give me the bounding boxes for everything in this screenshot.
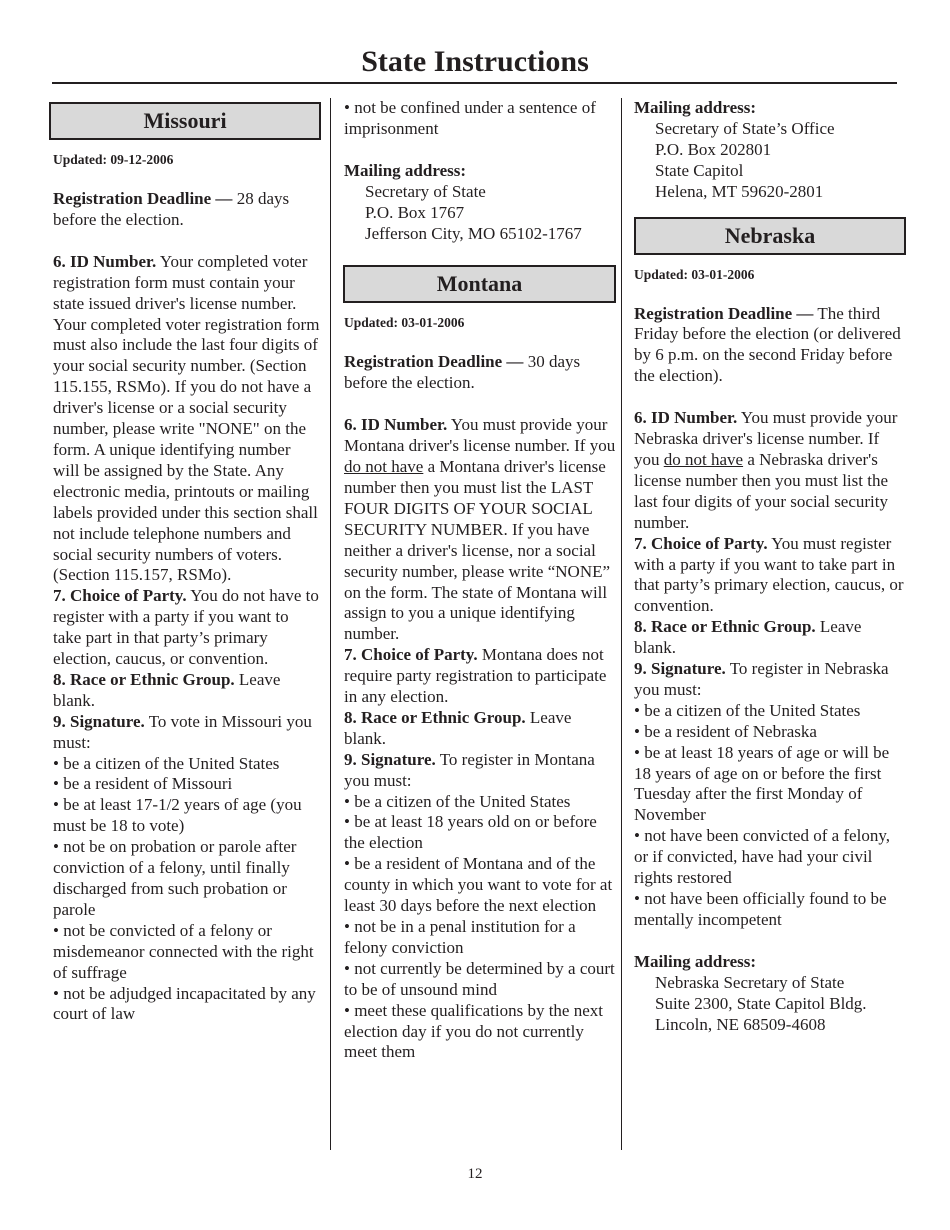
address-line: Lincoln, NE 68509-4608 xyxy=(655,1014,826,1034)
requirement-item: • not currently be determined by a court to be of unsound mind xyxy=(344,958,615,999)
race-label: 8. Race or Ethnic Group. xyxy=(344,707,526,727)
id-text: a Nebraska driver's license number then you must list the last four digits of your social security number. xyxy=(634,449,889,532)
choice-of-party-section xyxy=(53,586,321,670)
address-line: P.O. Box 1767 xyxy=(365,202,465,222)
page-title: State Instructions xyxy=(361,45,589,78)
requirement-item: • be at least 17-1/2 years of age (you must be 18 to vote) xyxy=(53,795,302,836)
id-number-section xyxy=(53,252,321,587)
updated-date: Updated: 03-01-2006 xyxy=(344,315,465,331)
race-section xyxy=(634,617,906,659)
requirement-item: • be at least 18 years of age or will be 18 years of age on or before the first Tuesday after the first Monday of November xyxy=(634,742,890,825)
requirement-item: • meet these qualifications by the next election day if you do not currently meet them xyxy=(344,1000,603,1062)
party-text: Montana does not require party registration to participate in any election. xyxy=(344,645,607,707)
address-line: Jefferson City, MO 65102-1767 xyxy=(365,223,582,243)
signature-text: To register in Montana you must: xyxy=(344,749,595,790)
column-3 xyxy=(634,98,906,1035)
mailing-address xyxy=(634,119,906,203)
signature-section xyxy=(53,712,321,754)
id-underlined-text: do not have xyxy=(663,449,744,469)
id-label: 6. ID Number. xyxy=(53,251,157,271)
requirement-item: • be a citizen of the United States xyxy=(634,700,861,720)
address-line: Suite 2300, State Capitol Bldg. xyxy=(655,993,867,1013)
deadline-text: 30 days before the election. xyxy=(344,352,581,393)
choice-of-party-section xyxy=(344,645,616,708)
address-line: Helena, MT 59620-2801 xyxy=(655,181,824,201)
race-text: Leave blank. xyxy=(344,707,572,748)
id-label: 6. ID Number. xyxy=(344,415,448,435)
deadline-label: Registration Deadline — xyxy=(634,303,814,323)
race-section xyxy=(344,708,616,750)
deadline-label: Registration Deadline — xyxy=(344,352,524,372)
party-label: 7. Choice of Party. xyxy=(53,586,187,606)
address-line: Secretary of State’s Office xyxy=(655,118,835,138)
registration-deadline xyxy=(53,189,321,231)
id-label: 6. ID Number. xyxy=(634,408,738,428)
column-2 xyxy=(344,98,616,1063)
state-header-montana: Montana xyxy=(343,265,616,303)
requirement-item: • not be in a penal institution for a felony conviction xyxy=(344,917,576,957)
signature-label: 9. Signature. xyxy=(344,749,436,769)
requirement-item: • not be convicted of a felony or misdemeanor connected with the right of suffrage xyxy=(53,920,314,982)
party-label: 7. Choice of Party. xyxy=(634,533,768,553)
requirement-item: • be a citizen of the United States xyxy=(53,753,280,773)
signature-section xyxy=(634,659,906,701)
id-underlined-text: do not have xyxy=(344,457,424,477)
party-text: You must register with a party if you want to take part in that party’s primary election, caucus, or convention. xyxy=(634,533,904,616)
party-label: 7. Choice of Party. xyxy=(344,645,478,665)
signature-label: 9. Signature. xyxy=(53,711,145,731)
registration-deadline xyxy=(634,304,906,388)
column-1 xyxy=(49,96,321,1025)
mailing-address-label: Mailing address: xyxy=(634,951,757,971)
party-text: You do not have to register with a party if you want to take part in that party’s primary election, caucus, or convention. xyxy=(53,586,319,669)
deadline-text: The third Friday before the election (or delivered by 6 p.m. on the second Friday before the election). xyxy=(634,303,901,386)
id-text: Your completed voter registration form must contain your state issued driver's license number. Your completed voter registration form must also include the last four digits of your social security number. (Section 115.155, RSMo). If you do not have a driver's license or a social security number, please write "NONE" on the form. A unique identifying number will be assigned by the State. Any electronic media, printouts or mailing labels provided under this section shall not include telephone numbers and social security numbers of voters. (Section 115.157, RSMo). xyxy=(53,251,320,585)
address-line: Secretary of State xyxy=(365,181,486,201)
signature-label: 9. Signature. xyxy=(634,659,726,679)
id-text: You must provide your Nebraska driver's license number. If you xyxy=(634,408,898,469)
deadline-text: 28 days before the election. xyxy=(53,189,290,229)
mailing-address xyxy=(344,182,616,245)
deadline-label: Registration Deadline — xyxy=(53,189,233,208)
requirement-item: • be a resident of Nebraska xyxy=(634,721,817,741)
race-section xyxy=(53,670,321,712)
registration-deadline xyxy=(344,352,616,394)
requirement-item: • be a resident of Montana and of the county in which you want to vote for at least 30 days before the next election xyxy=(344,854,613,916)
address-line: Nebraska Secretary of State xyxy=(655,972,845,992)
requirement-item: • be a resident of Missouri xyxy=(53,774,233,794)
column-divider xyxy=(330,98,331,1150)
race-label: 8. Race or Ethnic Group. xyxy=(634,617,816,637)
state-header-missouri: Missouri xyxy=(49,102,321,140)
requirement-item: • not be on probation or parole after conviction of a felony, until finally discharged from such probation or parole xyxy=(53,837,297,919)
requirement-item: • not be adjudged incapacitated by any court of law xyxy=(53,983,316,1024)
race-text: Leave blank. xyxy=(634,617,862,658)
signature-section xyxy=(344,750,616,792)
requirement-item: • be a citizen of the United States xyxy=(344,791,571,811)
id-text: You must provide your Montana driver's license number. If you xyxy=(344,415,616,456)
requirement-item: • not have been convicted of a felony, or if convicted, have had your civil rights restored xyxy=(634,826,890,888)
page-number: 12 xyxy=(467,1166,483,1182)
signature-text: To register in Nebraska you must: xyxy=(634,659,889,699)
address-line: P.O. Box 202801 xyxy=(655,139,772,159)
signature-text: To vote in Missouri you must: xyxy=(53,711,312,752)
race-label: 8. Race or Ethnic Group. xyxy=(53,669,235,689)
mailing-address-label: Mailing address: xyxy=(344,160,467,180)
id-number-section xyxy=(344,415,616,645)
updated-date: Updated: 09-12-2006 xyxy=(53,152,174,167)
id-number-section xyxy=(634,408,906,533)
choice-of-party-section xyxy=(634,534,906,618)
requirement-item: • be at least 18 years old on or before the election xyxy=(344,812,597,853)
mailing-address xyxy=(634,973,906,1036)
state-header-nebraska: Nebraska xyxy=(634,217,906,255)
address-line: State Capitol xyxy=(655,160,744,180)
mailing-address-label: Mailing address: xyxy=(634,98,757,117)
id-text: a Montana driver's license number then you must list the LAST FOUR DIGITS OF YOUR SOCIAL SECURITY NUMBER. If you have neither a driver's license, nor a social security number, please write “NONE” on the form. The state of Montana will assign to you a unique identifying number. xyxy=(344,457,611,644)
requirement-item: • not be confined under a sentence of imprisonment xyxy=(344,98,596,138)
updated-date: Updated: 03-01-2006 xyxy=(634,266,755,282)
race-text: Leave blank. xyxy=(53,669,281,710)
title-divider xyxy=(52,82,897,84)
column-divider xyxy=(621,98,622,1150)
requirement-item: • not have been officially found to be mentally incompetent xyxy=(634,889,887,929)
